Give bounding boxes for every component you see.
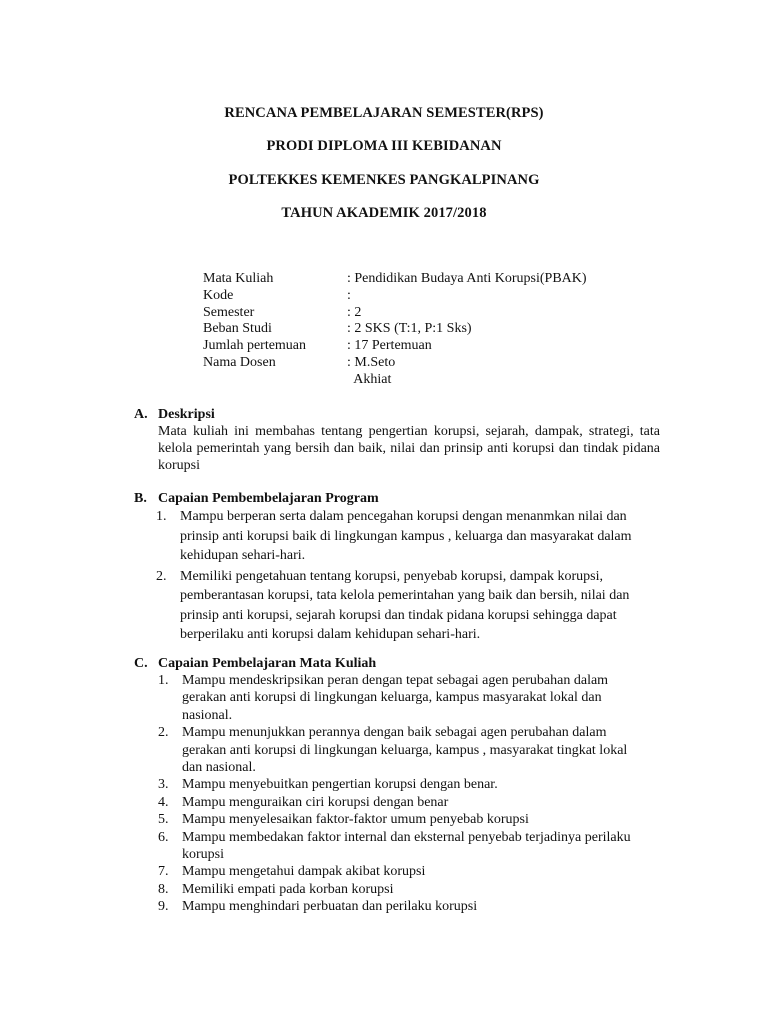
section-title: Capaian Pembelajaran Mata Kuliah [158,656,377,671]
list-number: 3. [158,777,169,793]
institution-heading: POLTEKKES KEMENKES PANGKALPINANG [228,172,540,188]
list-item [158,881,638,898]
info-row [203,372,587,389]
academic-year-heading: TAHUN AKADEMIK 2017/2018 [281,205,487,221]
list-text: Mampu mendeskripsikan peran dengan tepat sebagai agen perubahan dalam gerakan anti korupsi di lingkungan keluarga, kampus masyarakat lokal dan nasional. [182,673,609,723]
info-label: Kode [203,287,234,303]
list-number: 6. [158,829,169,845]
document-title: RENCANA PEMBELAJARAN SEMESTER(RPS) [224,105,544,121]
list-item [156,567,646,645]
list-number: 4. [158,794,169,810]
list-number: 2. [158,725,169,741]
section-letter: A. [134,407,148,422]
section-course-outcomes [134,655,660,916]
list-item [158,724,638,776]
course-info-table [203,271,587,389]
info-row [203,355,587,372]
info-row [203,321,587,338]
list-number: 9. [158,899,169,915]
list-item [158,672,638,724]
info-label [203,372,347,389]
section-title: Capaian Pembembelajaran Program [158,491,379,506]
description-paragraph: Mata kuliah ini membahas tentang pengertian korupsi, sejarah, dampak, strategi, tata kelola pemerintah yang bersih dan baik, nilai dan prinsip anti korupsi dan tindak pidana korupsi [158,424,660,473]
info-label: Mata Kuliah [203,271,274,286]
section-heading [134,490,660,507]
section-heading [134,655,660,672]
numbered-list [158,672,638,916]
list-text: Mampu menunjukkan perannya dengan baik sebagai agen perubahan dalam gerakan anti korupsi di lingkungan keluarga, kampus , masyarakat tingkat lokal dan nasional. [182,725,628,776]
info-row [203,305,587,322]
list-text: Mampu mengetahui dampak akibat korupsi [182,864,426,880]
section-description [134,406,660,474]
list-item [158,776,638,793]
info-row [203,338,587,355]
list-text: Mampu menyelesaikan faktor-faktor umum penyebab korupsi [182,812,529,828]
info-value: Akhiat [347,371,392,387]
info-value: : Pendidikan Budaya Anti Korupsi(PBAK) [347,271,587,286]
info-row [203,271,587,288]
section-letter: B. [134,491,147,506]
list-text: Mampu berperan serta dalam pencegahan korupsi dengan menanmkan nilai dan prinsip anti korupsi baik di lingkungan kampus , keluarga dan masyarakat dalam kehidupan sehari-hari. [180,509,632,563]
info-label: Nama Dosen [203,354,276,370]
info-label: Semester [203,304,255,320]
numbered-list [156,507,646,645]
list-item [158,898,638,915]
list-text: Memiliki pengetahuan tentang korupsi, penyebab korupsi, dampak korupsi, pemberantasan korupsi, tata kelola pemerintahan yang baik dan bersih, nilai dan prinsip anti korupsi, sejarah korupsi dan tindak pidana korupsi sehingga dapat berperilaku anti korupsi dalam kehidupan sehari-hari. [180,568,630,642]
list-item [158,829,638,864]
list-number: 7. [158,864,169,880]
list-text: Mampu menyebuitkan pengertian korupsi dengan benar. [182,777,498,793]
info-row [203,288,587,305]
info-value: : [347,287,351,303]
list-item [158,811,638,828]
study-program-heading: PRODI DIPLOMA III KEBIDANAN [266,138,502,154]
list-item [158,863,638,880]
list-number: 5. [158,812,169,828]
info-label: Jumlah pertemuan [203,338,307,354]
info-value: : 2 [347,304,362,320]
list-text: Mampu menguraikan ciri korupsi dengan benar [182,794,449,810]
list-text: Mampu menghindari perbuatan dan perilaku korupsi [182,899,478,915]
section-heading [134,406,660,423]
list-text: Memiliki empati pada korban korupsi [182,881,394,897]
list-item [158,794,638,811]
list-item [156,507,646,566]
list-number: 8. [158,881,169,897]
list-number: 2. [156,568,167,584]
section-program-outcomes [134,490,660,646]
info-value: : 17 Pertemuan [347,338,432,354]
list-number: 1. [156,509,167,524]
info-value: : 2 SKS (T:1, P:1 Sks) [347,321,472,337]
section-letter: C. [134,656,148,671]
list-number: 1. [158,673,169,688]
list-text: Mampu membedakan faktor internal dan eksternal penyebab terjadinya perilaku korupsi [182,829,631,863]
info-value: : M.Seto [347,354,396,370]
info-label: Beban Studi [203,321,272,337]
section-title: Deskripsi [158,407,215,422]
